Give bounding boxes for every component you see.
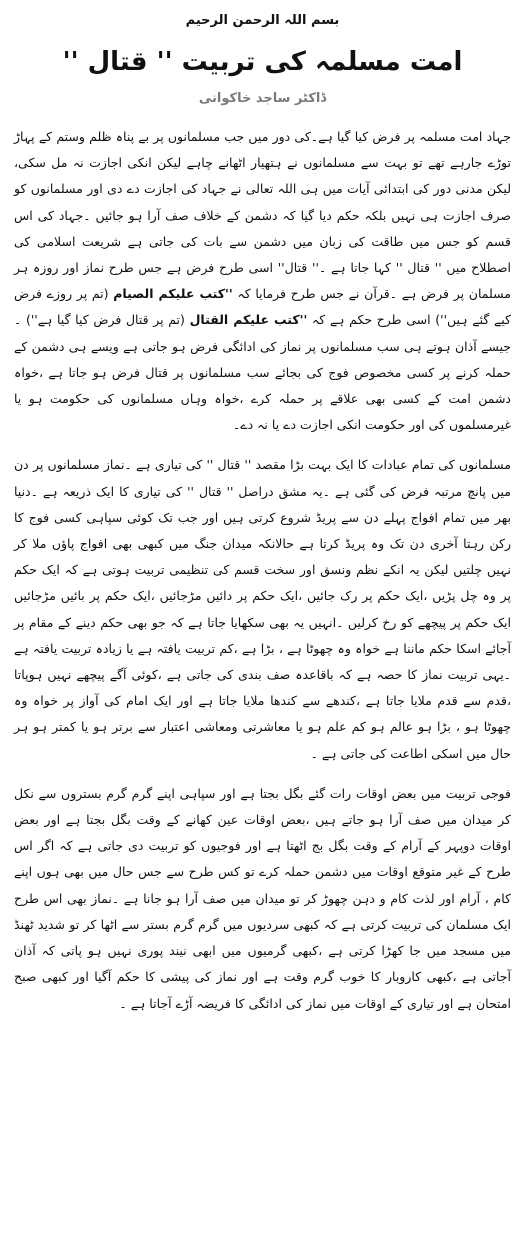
paragraph-1 <box>14 124 511 438</box>
paragraph-2: مسلمانوں کی تمام عبادات کا ایک بہت بڑا مقصد '' قتال '' کی تیاری ہے ۔نماز مسلمانوں پر دن میں پانچ مرتبہ فرض کی گئی ہے ۔یہ مشق دراصل '' قتال '' کی تیاری کا ایک ذریعہ ہے ۔دنیا بھر میں تمام افواج پہلے دن سے پریڈ شروع کرتی ہیں اور جب تک کوئی سپاہی کسی فوج کا رکن رہتا آخری دن تک وہ پریڈ کرتا ہے حالانکہ میدان جنگ میں کبھی بھی افواج پاؤں ملا کر نہیں چلتیں لیکن یہ انکے نظم ونسق اور سخت قسم کی تنظیمی تربیت ہوتی ہے کہ ایک حکم پر وہ چل پڑیں ،ایک حکم پر رک جائیں ،ایک حکم پر دائیں مڑجائیں ،ایک حکم پر بائیں مڑجائیں ایک حکم پر پیچھے کو رخ کرلیں ۔انہیں یہ بھی سکھایا جاتا ہے کہ جو بھی حکم دینے کے مقام پر آجائے اسکا حکم ماننا ہے خواہ وہ چھوٹا ہے ، بڑا ہے ،کم تربیت یافتہ ہے یا زیادہ تربیت یافتہ ہے ۔یہی تربیت نماز کا حصہ ہے کہ باقاعدہ صف بندی کی جاتی ہے ،کوئی آگے پیچھے نہیں ہوپاتا ،قدم سے قدم ملایا جاتا ہے ،کندھے سے کندھا ملایا جاتا ہے اور ایک امام کی آواز پر خواہ وہ چھوٹا ہو ، بڑا ہو عالم ہو کم علم ہو یا معاشرتی ومعاشی اعتبار سے برتر ہو یا کمتر ہو ہر حال میں اسکی اطاعت کی جاتی ہے ۔ <box>14 457 511 761</box>
paragraph-1-text-c: (تم پر قتال فرض کیا گیا ہے'') ۔جیسے آذان ہوتے ہی سب مسلمانوں پر نماز کی ادائگی فرض ہو جاتی ہے ویسے ہی دشمن کے حملہ کرنے پر کسی مخصوص فوج کی بجائے سب مسلمانوں پر قتال فرض ہو جاتا ہے ،خواہ دشمن امت کے کسی بھی علاقے پر حملہ کرے ،خواہ وہاں مسلمانوں کی حکومت ہو یا غیرمسلموں کی اور حکومت انکی اجازت دے یا نہ دے۔ <box>14 312 511 433</box>
paragraph-1-text-b: (تم پر روزے فرض کیے گئے ہیں'') اسی طرح حکم ہے کہ <box>14 286 511 328</box>
paragraph-1-text-a: جہاد امت مسلمہ پر فرض کیا گیا ہے۔کی دور میں جب مسلمانوں پر بے پناہ ظلم وستم کے پہاڑ توڑے جارہے تھے تو بہت سے مسلمانوں نے ہتھیار اٹھانے چاہے لیکن انکی اجازت نہ مل سکی، لیکن مدنی دور کی ابتدائی آیات میں ہی اللہ تعالی نے جہاد کی اجازت دے دی اور مسلمانوں کو صرف اجازت ہی نہیں بلکہ حکم دیا گیا کہ دشمن کے خلاف صف آرا ہو جائیں ۔جہاد کی اس قسم کو جس میں طاقت کی زبان میں دشمن سے بات کی جاتی ہے شریعت اسلامی کی اصطلاح میں '' قتال '' کہا جاتا ہے ۔'' قتال'' اسی طرح فرض ہے جس طرح نماز اور روزہ ہر مسلمان پر فرض ہے ۔قرآن نے جس طرح فرمایا کہ <box>14 129 511 302</box>
article-title: امت مسلمہ کی تربیت '' قتال '' <box>62 47 463 77</box>
bismillah-heading: بسم اللہ الرحمن الرحیم <box>185 13 340 28</box>
paragraph-3: فوجی تربیت میں بعض اوقات رات گئے بگل بجتا ہے اور سپاہی اپنے گرم گرم بستروں سے نکل کر میدان میں صف آرا ہو جاتے ہیں ،بعض اوقات عین کھانے کے وقت بگل بجتا ہے اور بعض اوقات دوپہر کے آرام کے وقت بگل بج اٹھتا ہے اور فوجیوں کو تربیت دی جاتی ہے کہ اگر اس طرح کے غیر متوقع اوقات میں دشمن حملہ کرے تو کس طرح سے جس حال میں بھی ہوں اپنے کام ، آرام اور لذت کام و دہن چھوڑ کر تو میدان میں صف آرا ہو جانا ہے ۔نماز بھی اس طرح ایک مسلمان کی تربیت کرتی ہے کہ کبھی سردیوں میں گرم گرم بستر سے اٹھا کر تو شدید ٹھنڈ میں مسجد میں جا کھڑا کرتی ہے ،کبھی گرمیوں میں ابھی نیند پوری نہیں ہو پاتی کہ آذان آجاتی ہے ،کبھی کاروبار کا خوب گرم وقت ہے اور نماز کی پیشی کا حکم آگیا اور کبھی صبح امتحان ہے اور تیاری کے اوقات میں نماز کی ادائگی کا فریضہ آڑے آجاتا ہے ۔ <box>14 785 511 1011</box>
quran-quote-siyam: ''کتب علیکم الصیام <box>113 286 233 302</box>
quran-quote-qital: ''کتب علیکم القتال <box>189 312 308 328</box>
author-name: ڈاکٹر ساجد خاکوانی <box>198 91 327 106</box>
